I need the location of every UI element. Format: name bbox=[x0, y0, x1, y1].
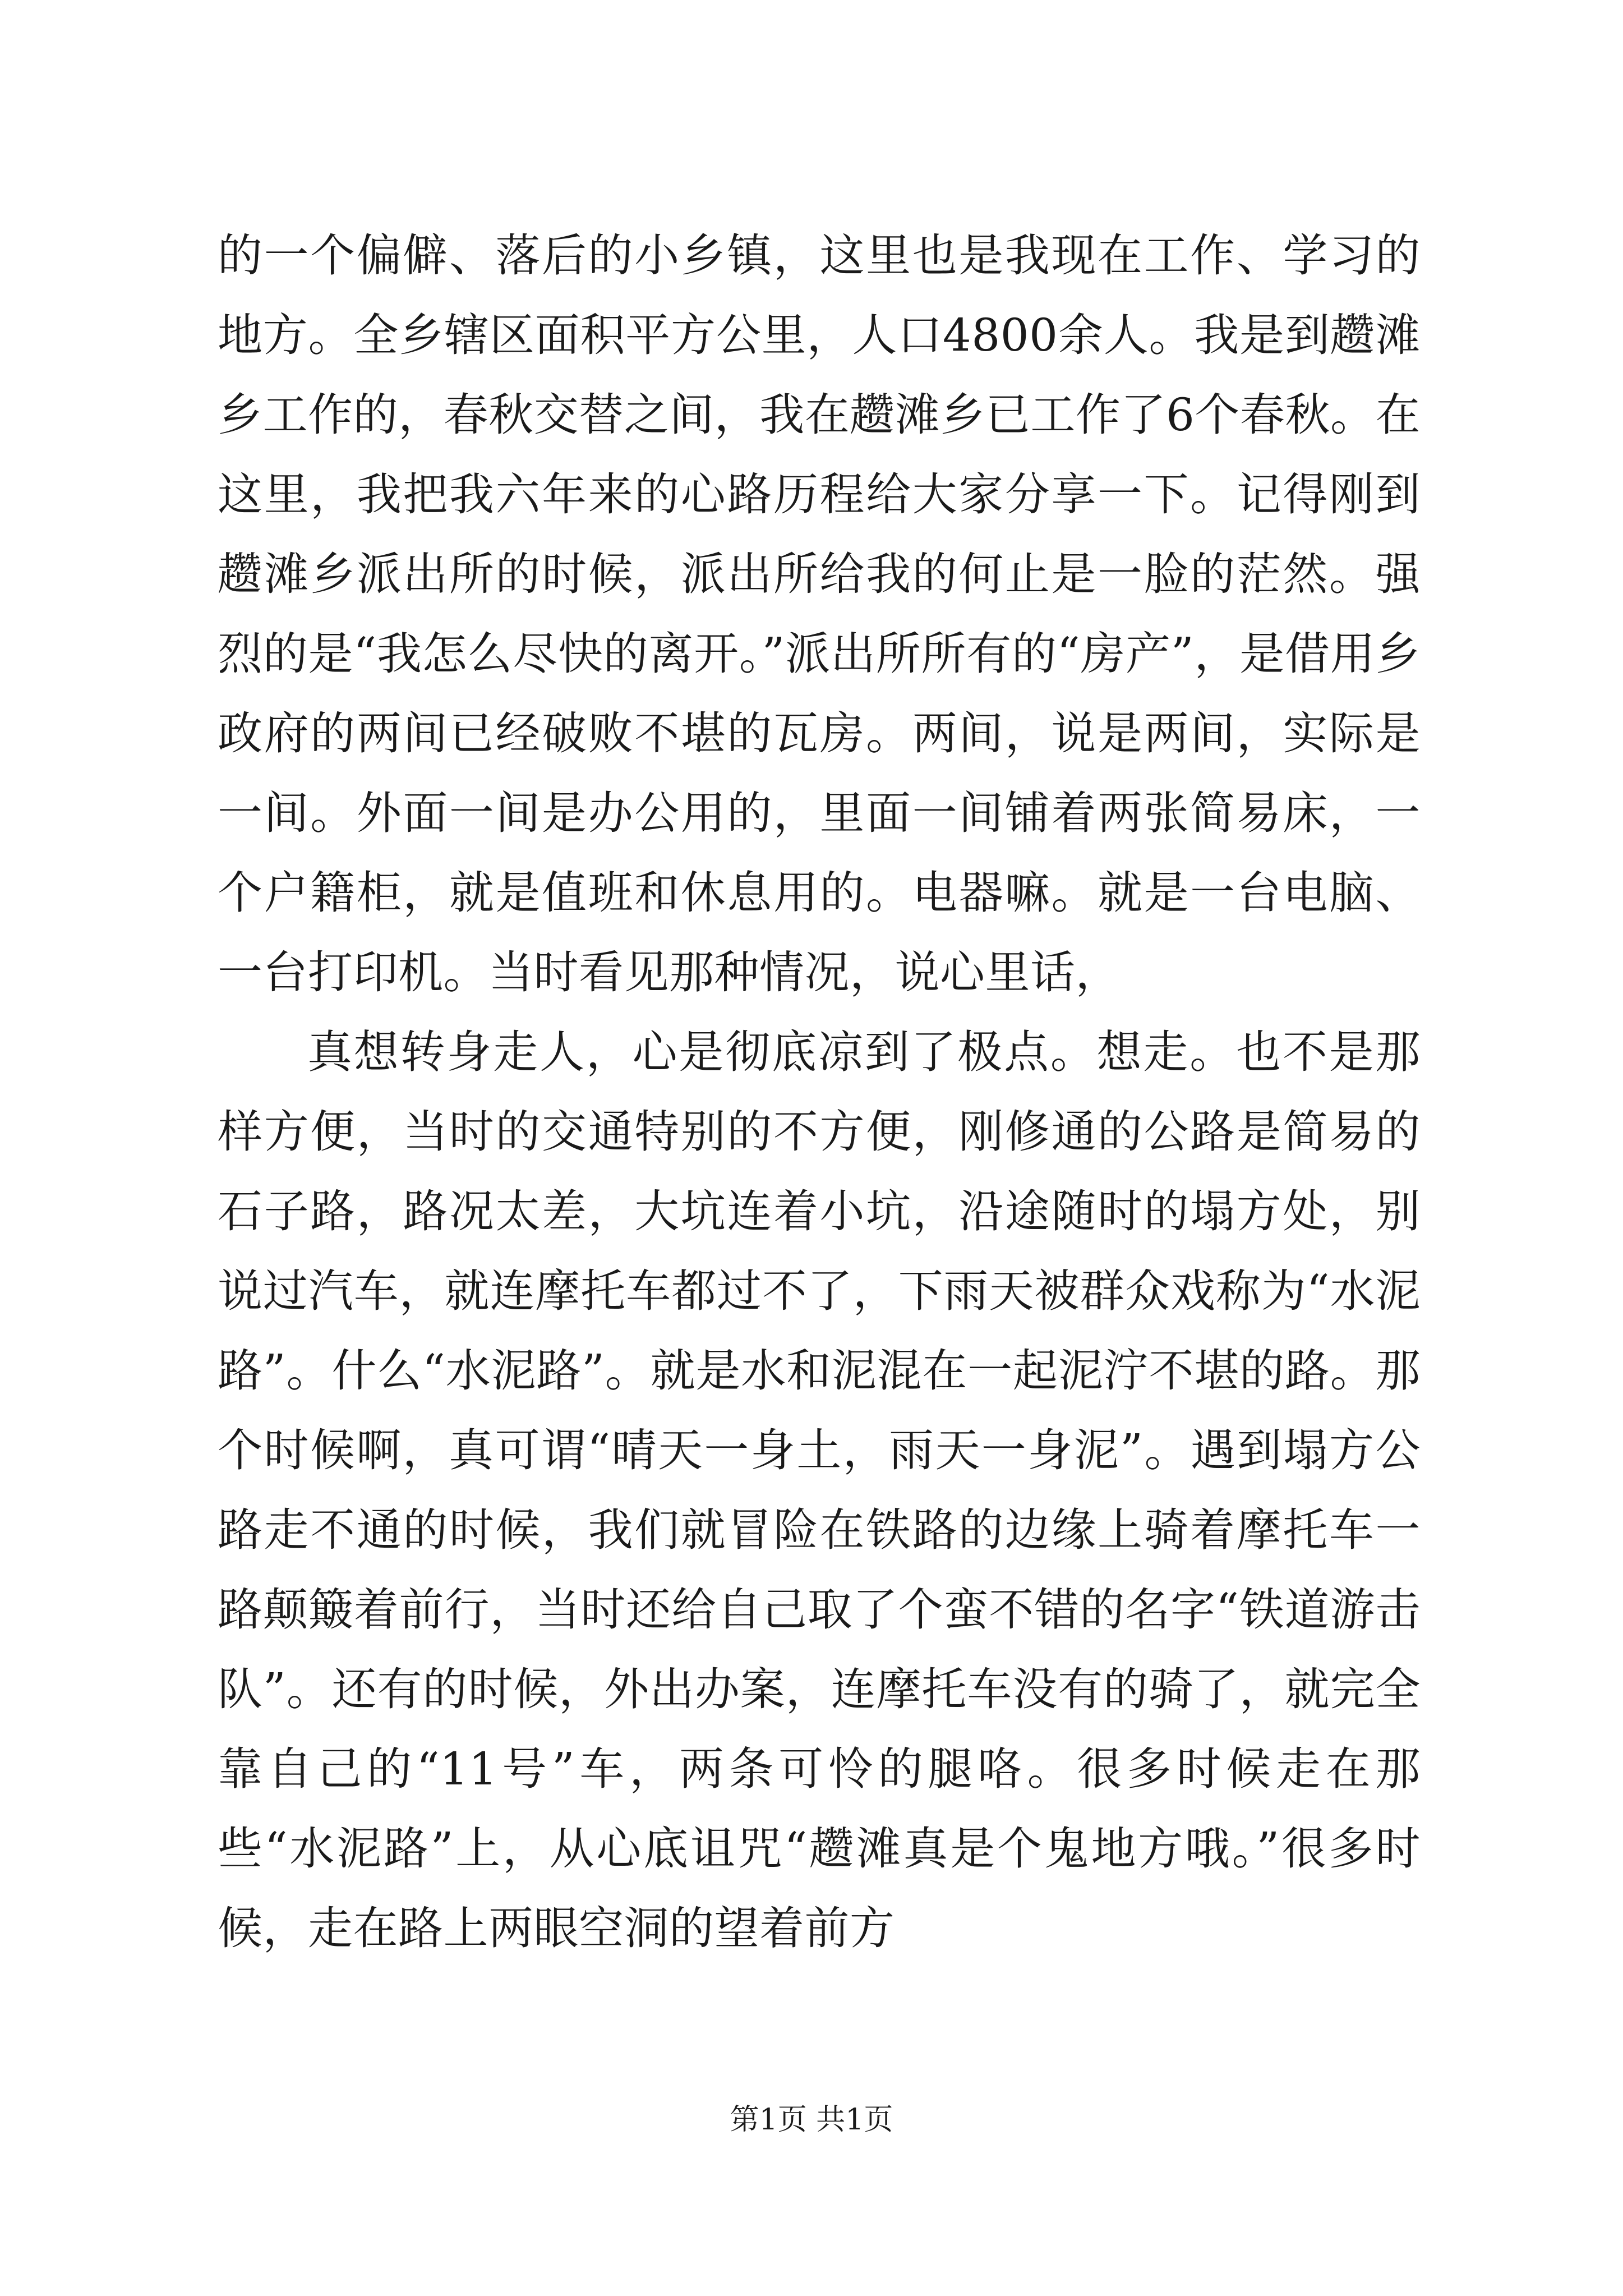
paragraph-2: 真想转身走人，心是彻底凉到了极点。想走。也不是那样方便，当时的交通特别的不方便，刚修通的公路是简易的石子路，路况太差，大坑连着小坑，沿途随时的塌方处，别说过汽车，就连摩托车都过不了，下雨天被群众戏称为“水泥路”。什么“水泥路”。就是水和泥混在一起泥泞不堪的路。那个时候啊，真可谓“晴天一身土，雨天一身泥”。遇到塌方公路走不通的时候，我们就冒险在铁路的边缘上骑着摩托车一路颠簸着前行，当时还给自己取了个蛮不错的名字“铁道游击队”。还有的时候，外出办案，连摩托车没有的骑了，就完全靠自己的“11号”车，两条可怜的腿咯。很多时候走在那些“水泥路”上，从心底诅咒“趱滩真是个鬼地方哦。”很多时候，走在路上两眼空洞的望着前方 bbox=[218, 1026, 1421, 1954]
page-footer: 第1页 共1页 bbox=[730, 2103, 893, 2137]
document-body bbox=[218, 216, 1421, 1968]
paragraph-1: 的一个偏僻、落后的小乡镇，这里也是我现在工作、学习的地方。全乡辖区面积平方公里，人口4800余人。我是到趱滩乡工作的，春秋交替之间，我在趱滩乡已工作了6个春秋。在这里，我把我六年来的心路历程给大家分享一下。记得刚到趱滩乡派出所的时候，派出所给我的何止是一脸的茫然。强烈的是“我怎么尽快的离开。”派出所所有的“房产”，是借用乡政府的两间已经破败不堪的瓦房。两间，说是两间，实际是一间。外面一间是办公用的，里面一间铺着两张简易床，一个户籍柜，就是值班和休息用的。电器嘛。就是一台电脑、一台打印机。当时看见那种情况，说心里话， bbox=[218, 229, 1421, 999]
